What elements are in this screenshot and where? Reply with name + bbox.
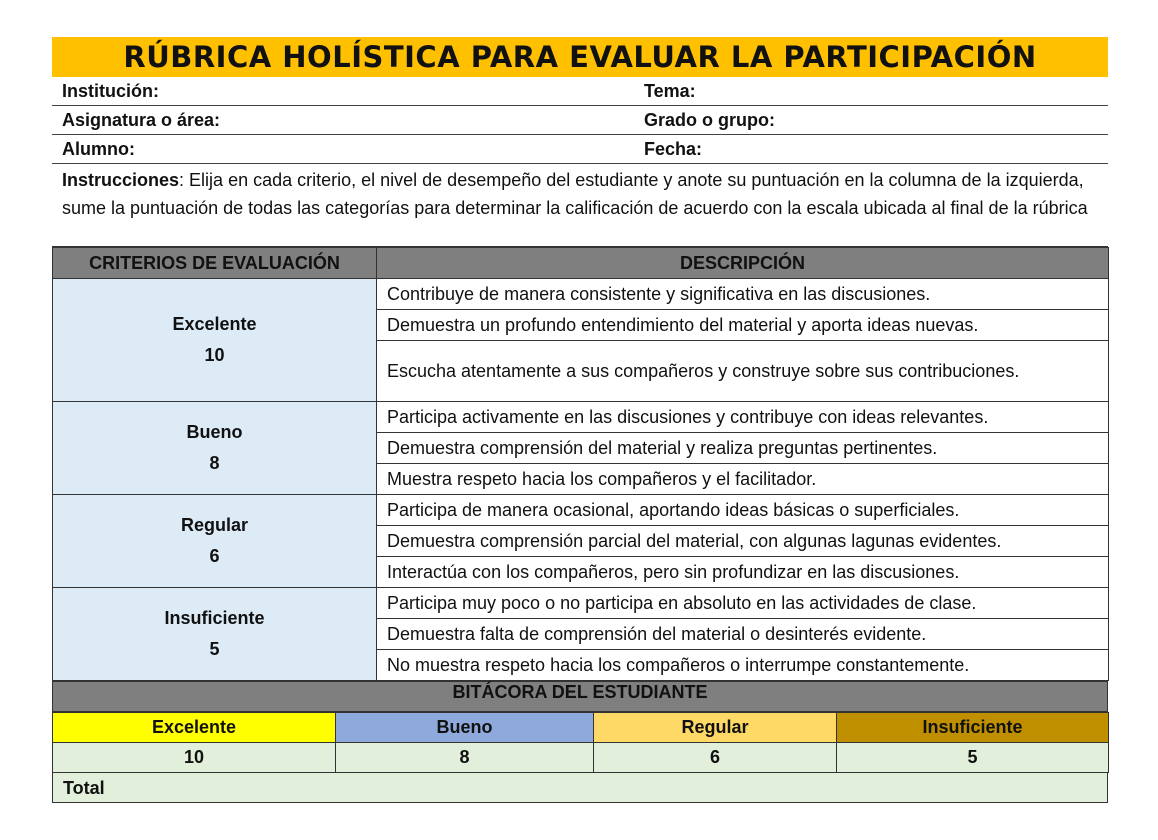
table-row <box>53 279 1109 310</box>
level-score: 10 <box>204 345 225 365</box>
instructions-label: Instrucciones <box>62 170 180 190</box>
description-cell: Muestra respeto hacia los compañeros y el facilitador. <box>377 464 1109 495</box>
info-row-3 <box>52 135 1108 164</box>
instructions-text: : Elija en cada criterio, el nivel de desempeño del estudiante y anote su puntuación en la columna de la izquierda, sume la puntuación de todas las categorías para determinar la calificación de acuerdo con la escala ubicada al final de la rúbrica <box>62 170 1088 218</box>
description-cell: Demuestra un profundo entendimiento del material y aporta ideas nuevas. <box>377 310 1109 341</box>
description-cell: Escucha atentamente a sus compañeros y construye sobre sus contribuciones. <box>377 341 1109 402</box>
level-score: 6 <box>209 546 220 566</box>
criteria-column-header: CRITERIOS DE EVALUACIÓN <box>53 248 377 279</box>
grade-label: Grado o grupo: <box>644 110 775 130</box>
scale-table <box>52 712 1109 773</box>
rubric-sheet <box>52 37 1108 803</box>
scale-label-regular: Regular <box>594 713 837 743</box>
scale-value-excelente: 10 <box>53 743 336 773</box>
description-cell: Interactúa con los compañeros, pero sin profundizar en las discusiones. <box>377 557 1109 588</box>
description-cell: Participa muy poco o no participa en absoluto en las actividades de clase. <box>377 588 1109 619</box>
level-name: Excelente <box>172 314 257 334</box>
level-name: Regular <box>180 515 249 535</box>
description-cell: Participa de manera ocasional, aportando ideas básicas o superficiales. <box>377 495 1109 526</box>
description-cell: Demuestra comprensión del material y realiza preguntas pertinentes. <box>377 433 1109 464</box>
table-row <box>53 402 1109 433</box>
scale-value-insuficiente: 5 <box>837 743 1109 773</box>
scale-label-excelente: Excelente <box>53 713 336 743</box>
table-row <box>53 495 1109 526</box>
scale-value-row <box>53 743 1109 773</box>
level-cell-regular <box>53 495 377 588</box>
level-score: 5 <box>209 639 220 659</box>
bitacora-title: BITÁCORA DEL ESTUDIANTE <box>52 681 1108 712</box>
info-row-1 <box>52 77 1108 106</box>
description-cell: No muestra respeto hacia los compañeros o interrumpe constantemente. <box>377 650 1109 681</box>
description-cell: Demuestra comprensión parcial del material, con algunas lagunas evidentes. <box>377 526 1109 557</box>
institution-label: Institución: <box>62 81 159 101</box>
scale-value-regular: 6 <box>594 743 837 773</box>
page-title: RÚBRICA HOLÍSTICA PARA EVALUAR LA PARTICIPACIÓN <box>52 37 1108 77</box>
instructions <box>52 164 1108 247</box>
scale-label-bueno: Bueno <box>336 713 594 743</box>
level-cell-insuficiente <box>53 588 377 681</box>
description-cell: Participa activamente en las discusiones y contribuye con ideas relevantes. <box>377 402 1109 433</box>
total-row: Total <box>52 773 1108 803</box>
level-cell-bueno <box>53 402 377 495</box>
description-column-header: DESCRIPCIÓN <box>377 248 1109 279</box>
level-name: Insuficiente <box>164 608 265 628</box>
table-row <box>53 588 1109 619</box>
scale-label-row <box>53 713 1109 743</box>
level-score: 8 <box>209 453 220 473</box>
rubric-table <box>52 247 1109 681</box>
student-label: Alumno: <box>62 139 135 159</box>
rubric-header-row <box>53 248 1109 279</box>
scale-label-insuficiente: Insuficiente <box>837 713 1109 743</box>
info-row-2 <box>52 106 1108 135</box>
date-label: Fecha: <box>644 139 703 159</box>
level-name: Bueno <box>186 422 243 442</box>
level-cell-excelente <box>53 279 377 402</box>
scale-value-bueno: 8 <box>336 743 594 773</box>
description-cell: Demuestra falta de comprensión del material o desinterés evidente. <box>377 619 1109 650</box>
topic-label: Tema: <box>644 81 696 101</box>
subject-label: Asignatura o área: <box>62 110 221 130</box>
description-cell: Contribuye de manera consistente y significativa en las discusiones. <box>377 279 1109 310</box>
